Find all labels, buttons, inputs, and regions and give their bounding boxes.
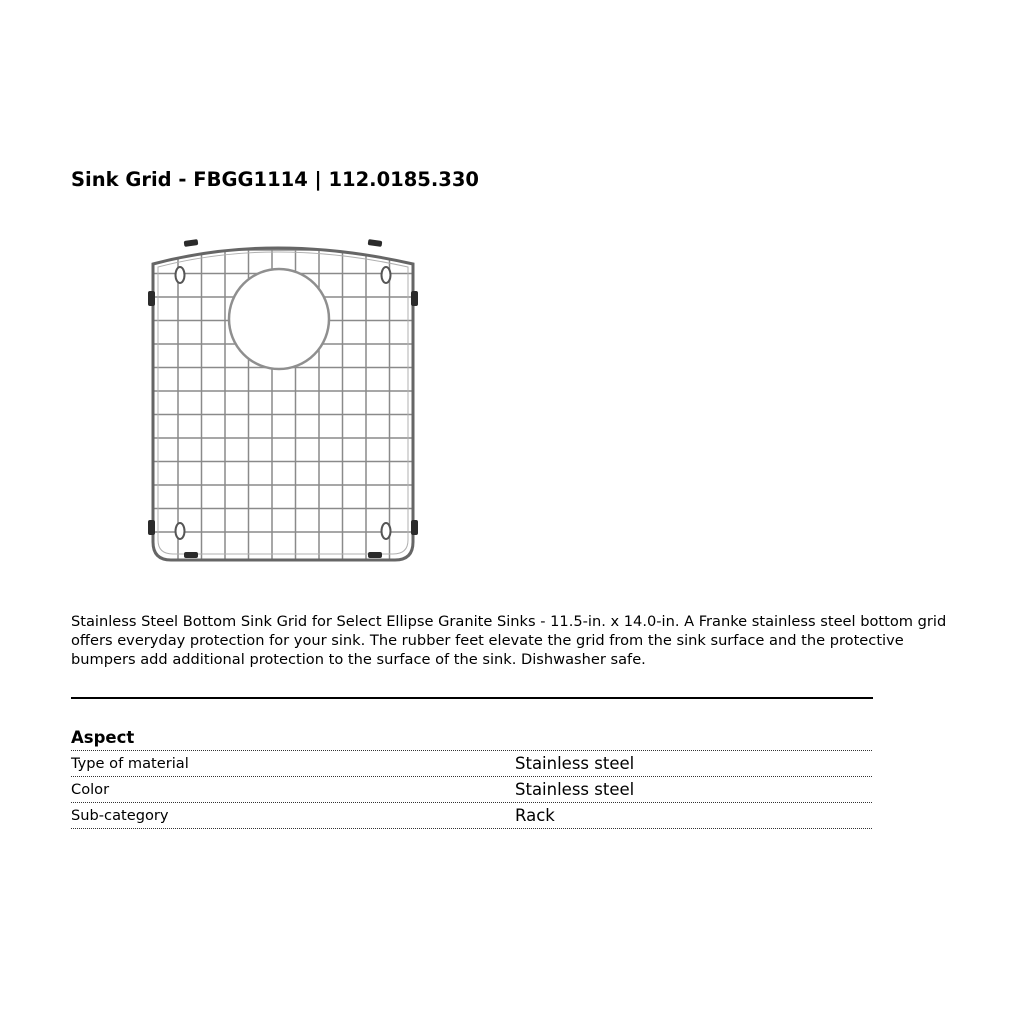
spec-row (71, 803, 872, 829)
specs-table (71, 727, 872, 829)
sink-grid-image (143, 234, 423, 568)
section-divider (71, 697, 873, 699)
spec-value: Stainless steel (515, 754, 635, 773)
spec-row (71, 751, 872, 777)
product-description: Stainless Steel Bottom Sink Grid for Select Ellipse Granite Sinks - 11.5-in. x 14.0-in. A Franke stainless steel bottom grid offers everyday protection for your sink. The rubber feet elevate the grid from the sink surface and the protective bumpers add additional protection to the surface of the sink. Dishwasher safe. (71, 613, 947, 668)
spec-label: Sub-category (71, 807, 169, 824)
spec-value: Stainless steel (515, 780, 635, 799)
specs-heading: Aspect (71, 727, 872, 751)
spec-row (71, 777, 872, 803)
spec-label: Color (71, 781, 110, 798)
drain-opening (229, 269, 329, 369)
spec-label: Type of material (71, 755, 189, 772)
spec-value: Rack (515, 806, 555, 825)
sink-grid-illustration (143, 234, 423, 568)
page-title: Sink Grid - FBGG1114 | 112.0185.330 (71, 168, 479, 191)
